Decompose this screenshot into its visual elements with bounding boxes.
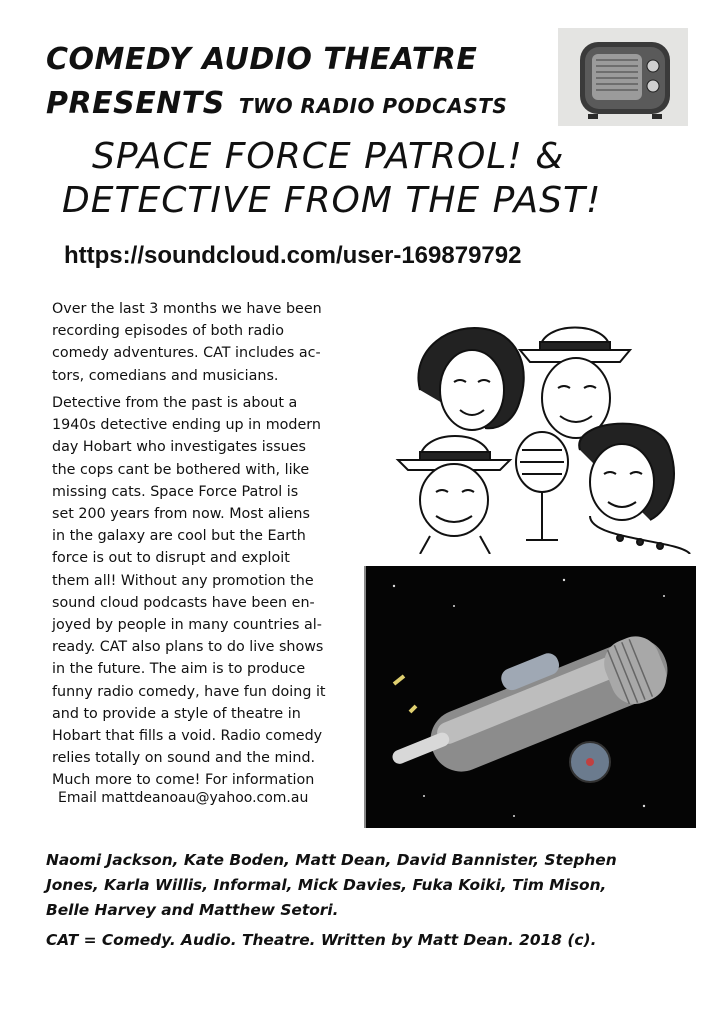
text-line: relies totally on sound and the mind. (52, 750, 316, 767)
text-line: joyed by people in many countries al- (52, 617, 322, 634)
title-line-2: DETECTIVE FROM THE PAST! (62, 180, 602, 221)
text-line: in the future. The aim is to produce (52, 661, 306, 678)
text-line: the cops cant be bothered with, like (52, 461, 310, 478)
vintage-radio-icon (558, 28, 688, 126)
text-line: Detective from the past is about a (52, 395, 298, 411)
header-line-1: COMEDY AUDIO THEATRE (46, 42, 478, 77)
paragraph-1 (52, 298, 352, 387)
footer-line: CAT = Comedy. Audio. Theatre. Written by Matt Dean. 2018 (c). (46, 931, 597, 949)
text-line: in the galaxy are cool but the Earth (52, 528, 306, 545)
text-line: and to provide a style of theatre in (52, 705, 301, 722)
cast-line: Belle Harvey and Matthew Setori. (46, 901, 339, 919)
contact-email: Email mattdeanoau@yahoo.com.au (58, 790, 309, 806)
text-line: missing cats. Space Force Patrol is (52, 483, 299, 500)
text-line: 1940s detective ending up in modern (52, 417, 321, 434)
paragraph-2 (52, 392, 352, 792)
cast-line: Jones, Karla Willis, Informal, Mick Davies, Fuka Koiki, Tim Mison, (46, 876, 607, 894)
text-line: Hobart that fills a void. Radio comedy (52, 728, 323, 745)
title-line-1: SPACE FORCE PATROL! & (92, 136, 565, 177)
text-line: Over the last 3 months we have been (52, 301, 322, 317)
cast-line: Naomi Jackson, Kate Boden, Matt Dean, David Bannister, Stephen (46, 851, 617, 869)
text-line: recording episodes of both radio (52, 323, 285, 340)
text-line: force is out to disrupt and exploit (52, 550, 290, 567)
text-line: Much more to come! For information (52, 772, 315, 789)
text-line: comedy adventures. CAT includes ac- (52, 345, 321, 362)
text-line: funny radio comedy, have fun doing it (52, 683, 326, 700)
text-line: ready. CAT also plans to do live shows (52, 639, 324, 656)
header-line-2 (46, 86, 507, 121)
spaceship-illustration (364, 566, 696, 828)
text-line: set 200 years from now. Most aliens (52, 506, 310, 523)
text-line: them all! Without any promotion the (52, 572, 314, 589)
cast-list (46, 848, 686, 923)
retro-radio-cast-illustration (390, 310, 696, 554)
footer-credit (46, 928, 686, 953)
text-line: sound cloud podcasts have been en- (52, 594, 315, 611)
header-subtitle: TWO RADIO PODCASTS (238, 94, 508, 118)
soundcloud-url: https://soundcloud.com/user-169879792 (64, 242, 522, 269)
text-line: tors, comedians and musicians. (52, 367, 279, 384)
header-presents: PRESENTS (46, 86, 225, 121)
text-line: day Hobart who investigates issues (52, 439, 306, 456)
